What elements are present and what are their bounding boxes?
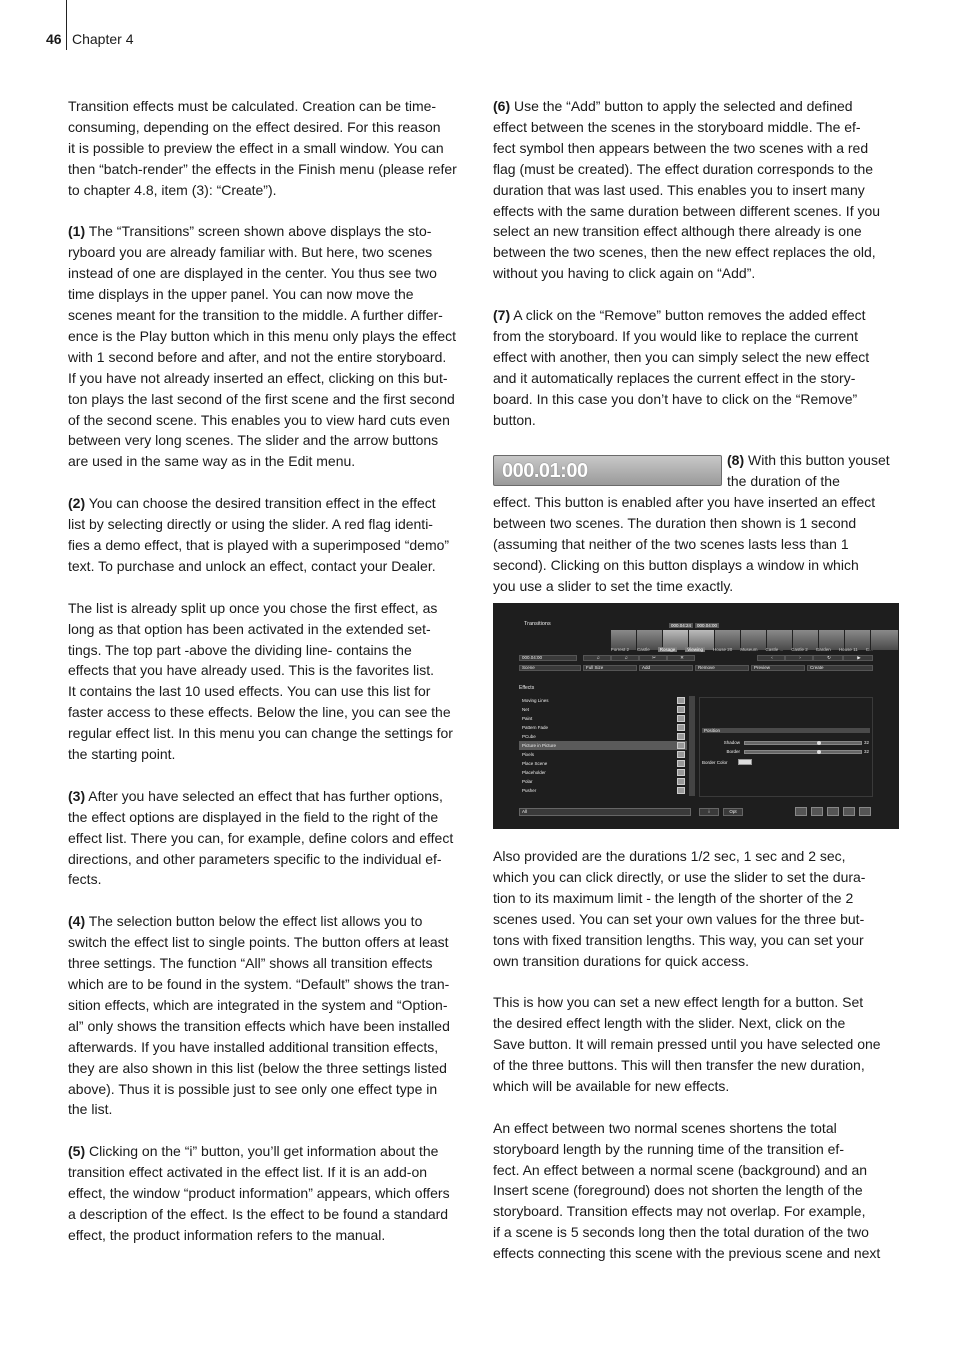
border-label: Border bbox=[726, 749, 740, 754]
right-line: Save button. It will remain pressed until you have selected one bbox=[493, 1036, 881, 1053]
effect-preview-icon bbox=[677, 706, 685, 713]
effects-label: Effects bbox=[519, 685, 535, 691]
border-value: 32 bbox=[864, 749, 870, 754]
right-line: if a scene is 5 seconds long then the total duration of the two bbox=[493, 1224, 869, 1241]
right-column-top bbox=[493, 96, 903, 451]
left-line: switch the effect list to single points. The button offers at least bbox=[68, 934, 449, 951]
left-line: a description of the effect. Is the effect to be found a standard bbox=[68, 1205, 449, 1222]
left-line: faster access to these effects. Below the line, you can see the bbox=[68, 704, 451, 721]
effect-preview-icon bbox=[677, 760, 685, 767]
item8-line: second). Clicking on this button displays a window in which bbox=[493, 556, 859, 573]
effect-list[interactable] bbox=[519, 696, 687, 796]
left-line: to chapter 4.8, item (3): “Create”). bbox=[68, 181, 277, 198]
left-line: ton plays the last second of the first scene and the first second bbox=[68, 390, 455, 407]
item8-line: between two scenes. The duration then shown is 1 second bbox=[493, 514, 857, 531]
item8-line: (assuming that neither of the two scenes lasts less than 1 bbox=[493, 535, 849, 552]
loop-icon-button[interactable]: ↻ bbox=[813, 655, 843, 661]
left-line: The list is already split up once you chose the first effect, as bbox=[68, 599, 438, 616]
transitions-screenshot bbox=[493, 603, 899, 829]
remove-button[interactable]: Remove bbox=[695, 665, 749, 671]
right-line: storyboard. Transition effects may not overlap. For example, bbox=[493, 1203, 866, 1220]
scene-labels bbox=[611, 647, 881, 652]
right-line: fect. An effect between a normal scene (background) and an bbox=[493, 1161, 868, 1178]
left-paragraph bbox=[68, 786, 478, 891]
effect-list-item[interactable]: PCube bbox=[519, 732, 687, 741]
effect-list-item[interactable]: Paint bbox=[519, 714, 687, 723]
right-line: tons with fixed transition lengths. This way, you can set your bbox=[493, 931, 864, 948]
left-line: instead of one are displayed in the center. You thus see two bbox=[68, 265, 437, 282]
left-line: the list. bbox=[68, 1101, 113, 1118]
left-line: text. To purchase and unlock an effect, contact your Dealer. bbox=[68, 557, 436, 574]
left-line: long as that option has been activated in the extended set- bbox=[68, 620, 431, 637]
right-line: select an new transition effect although there already is one bbox=[493, 223, 862, 240]
right-line: scenes used. You can set your own values for the three but- bbox=[493, 910, 865, 927]
effect-list-item[interactable]: Net bbox=[519, 705, 687, 714]
left-line: If you have not already inserted an effect, clicking on this but- bbox=[68, 369, 448, 386]
right-line: which you can click directly, or use the slider to set the dura- bbox=[493, 868, 866, 885]
left-line: Transition effects must be calculated. Creation can be time- bbox=[68, 98, 437, 114]
left-line: It contains the last 10 used effects. You can use this list for bbox=[68, 683, 431, 700]
right-line: Also provided are the durations 1/2 sec, 1 sec and 2 sec, bbox=[493, 848, 846, 864]
right-line: flag (must be created). The effect duration corresponds to the bbox=[493, 160, 874, 177]
left-line: three settings. The function “All” shows all transition effects bbox=[68, 955, 433, 972]
right-line: effect between the scenes in the storyboard middle. The ef- bbox=[493, 118, 861, 135]
scene-button[interactable]: Scene bbox=[519, 665, 581, 671]
effect-list-scrollbar[interactable] bbox=[689, 696, 695, 796]
left-line: directions, and other parameters specific to the individual ef- bbox=[68, 850, 442, 867]
effect-preview-icon bbox=[677, 787, 685, 794]
music-icon-button[interactable]: ♫ bbox=[583, 655, 611, 661]
effect-preview-icon bbox=[677, 769, 685, 776]
effect-preview-icon bbox=[677, 715, 685, 722]
exit-icon[interactable] bbox=[859, 807, 871, 816]
left-line: (1) The “Transitions” screen shown above displays the sto- bbox=[68, 223, 432, 240]
chapter-title: Chapter 4 bbox=[72, 31, 134, 47]
item8-line: you use a slider to set the time exactly. bbox=[493, 577, 734, 594]
item8-line: set the duration of the bbox=[727, 452, 890, 489]
screen-title: Transitions bbox=[524, 621, 551, 627]
right-line: which will be available for new effects. bbox=[493, 1077, 730, 1094]
item8-line: effect. This button is enabled after you have inserted an effect bbox=[493, 494, 876, 510]
right-line: An effect between two normal scenes shortens the total bbox=[493, 1119, 837, 1136]
page-number: 46 bbox=[46, 31, 62, 47]
right-line: Insert scene (foreground) does not shorten the length of the bbox=[493, 1182, 863, 1199]
right-line: from the storyboard. If you would like to replace the current bbox=[493, 327, 858, 344]
left-paragraph bbox=[68, 96, 478, 201]
effect-list-item[interactable]: Place Scene bbox=[519, 759, 687, 768]
right-line: of the three buttons. This will then transfer the new duration, bbox=[493, 1057, 865, 1074]
info-button[interactable]: i bbox=[699, 808, 719, 816]
scene-label: Forrest 2 bbox=[611, 647, 630, 652]
left-line: effects that you have already used. This is the favorites list. bbox=[68, 662, 435, 679]
left-line: al” only shows the transition effects which have been installed bbox=[68, 1017, 450, 1034]
effect-list-item[interactable]: Moving Lines bbox=[519, 696, 687, 705]
right-line: tion to its maximum limit - the length of the shorter of the 2 bbox=[493, 889, 854, 906]
left-line: (2) You can choose the desired transition effect in the effect bbox=[68, 495, 436, 512]
effect-list-item[interactable]: Placeholder bbox=[519, 768, 687, 777]
right-paragraph bbox=[493, 1118, 903, 1264]
left-line: then “batch-render” the effects in the Finish menu (please refer bbox=[68, 160, 457, 177]
effect-list-item[interactable]: Picture in Picture bbox=[519, 741, 687, 750]
time-display-1: 000.04:24 bbox=[671, 623, 692, 628]
play-icon-button[interactable]: ▶ bbox=[843, 655, 873, 661]
item8-line: (8) With this button you bbox=[727, 452, 871, 468]
left-line: effect, the product information refers to the manual. bbox=[68, 1226, 386, 1243]
right-line: effects connecting this scene with the previous scene and next bbox=[493, 1245, 881, 1262]
left-line: effect, the window “product information” appears, which offers bbox=[68, 1185, 450, 1202]
effect-list-item[interactable]: Pixels bbox=[519, 750, 687, 759]
scene-label: Rosage bbox=[659, 647, 676, 652]
effect-preview-icon bbox=[677, 724, 685, 731]
right-line: (7) A click on the “Remove” button removes the added effect bbox=[493, 307, 866, 324]
tools-icon[interactable] bbox=[827, 807, 839, 816]
border-color-label: Border Color bbox=[702, 760, 728, 765]
opt-button[interactable]: Opt bbox=[723, 808, 743, 816]
time-field[interactable]: 000.04:00 bbox=[519, 655, 577, 661]
header-rule bbox=[66, 0, 67, 50]
time-displays bbox=[669, 623, 721, 628]
left-paragraph bbox=[68, 911, 478, 1120]
effect-list-item[interactable]: Polar bbox=[519, 777, 687, 786]
right-line: without you having to click again on “Add”. bbox=[493, 265, 756, 282]
add-button[interactable]: Add bbox=[639, 665, 693, 671]
shadow-slider[interactable] bbox=[744, 741, 862, 745]
preview-button[interactable]: Preview bbox=[751, 665, 805, 671]
shadow-value: 32 bbox=[864, 740, 870, 745]
left-line: the starting point. bbox=[68, 746, 176, 763]
position-option[interactable]: Position bbox=[702, 728, 870, 733]
scissor-icon-button[interactable]: ✂ bbox=[639, 655, 667, 661]
music2-icon-button[interactable]: ♫ bbox=[611, 655, 639, 661]
left-line: (4) The selection button below the effect list allows you to bbox=[68, 913, 423, 930]
scene-label: Viewing bbox=[687, 647, 703, 652]
scene-label: Garden bbox=[815, 647, 831, 652]
scene-label: House 20 bbox=[712, 647, 733, 652]
left-line: ryboard you are already familiar with. But here, two scenes bbox=[68, 244, 433, 261]
left-line: afterwards. If you have installed additional transition effects, bbox=[68, 1038, 439, 1055]
left-line: consuming, depending on the effect desired. For this reason bbox=[68, 118, 441, 135]
item8-paragraph bbox=[493, 492, 903, 597]
full-size-button[interactable]: Full Size bbox=[583, 665, 637, 671]
duration-button[interactable]: 000.01:00 bbox=[493, 455, 722, 486]
left-line: fies a demo effect, that is played with a superimposed “demo” bbox=[68, 537, 450, 553]
effect-list-item[interactable]: Pattern Fade bbox=[519, 723, 687, 732]
left-paragraph bbox=[68, 1141, 478, 1246]
right-paragraph bbox=[493, 992, 903, 1097]
right-line: effect with another, then you can simply select the new effect bbox=[493, 348, 870, 365]
storyboard-icon[interactable] bbox=[811, 807, 823, 816]
right-column-bottom bbox=[493, 846, 903, 1285]
scene-label: Castle 2 bbox=[791, 647, 808, 652]
left-line: which are to be found in the system. “Default” shows the tran- bbox=[68, 975, 450, 992]
left-line: tings. The top part -above the dividing line- contains the bbox=[68, 641, 412, 658]
left-line: ence is the Play button which in this menu only plays the effect bbox=[68, 327, 457, 344]
effect-filter-select[interactable]: All bbox=[519, 808, 691, 816]
border-slider-knob[interactable] bbox=[817, 750, 821, 754]
item8-side-text bbox=[727, 450, 907, 492]
right-line: button. bbox=[493, 411, 536, 428]
left-line: they are also shown in this list (below the three settings listed bbox=[68, 1059, 447, 1076]
right-line: between the two scenes, then the new effect replaces the old, bbox=[493, 244, 876, 261]
shadow-label: Shadow bbox=[723, 740, 740, 745]
effect-list-item[interactable]: Pusher bbox=[519, 786, 687, 795]
left-line: between very long scenes. The slider and the arrow buttons bbox=[68, 432, 439, 449]
effect-preview-icon bbox=[677, 697, 685, 704]
right-line: This is how you can set a new effect length for a button. Set bbox=[493, 994, 864, 1011]
left-line: of the second scene. This enables you to view hard cuts even bbox=[68, 411, 450, 428]
effect-preview-icon bbox=[677, 742, 685, 749]
right-line: and it automatically replaces the current effect in the story- bbox=[493, 369, 856, 386]
scene-label: Castle ... bbox=[765, 647, 784, 652]
left-paragraph bbox=[68, 598, 478, 765]
time-display-2: 000.04:00 bbox=[697, 623, 718, 628]
right-paragraph bbox=[493, 305, 903, 430]
item8-text bbox=[493, 492, 903, 617]
shadow-slider-knob[interactable] bbox=[817, 741, 821, 745]
close-icon-button[interactable]: ✕ bbox=[667, 655, 695, 661]
right-line: own transition durations for quick access. bbox=[493, 952, 750, 969]
right-line: fect symbol then appears between the two scenes with a red bbox=[493, 139, 869, 156]
info-icon[interactable] bbox=[843, 807, 855, 816]
left-line: sition effects, which are integrated in the system and “Option- bbox=[68, 996, 448, 1013]
left-line: regular effect list. In this menu you can change the settings for bbox=[68, 725, 453, 742]
left-line: scenes meant for the transition to the middle. A further differ- bbox=[68, 307, 443, 324]
left-line: are used in the same way as in the Edit menu. bbox=[68, 453, 356, 470]
effect-options-panel bbox=[699, 697, 873, 797]
left-line: with 1 second before and after, and not the entire storyboard. bbox=[68, 348, 447, 365]
effect-preview-icon bbox=[677, 733, 685, 740]
effect-preview-icon bbox=[677, 751, 685, 758]
left-line: time displays in the upper panel. You can now move the bbox=[68, 286, 414, 303]
right-line: board. In this case you don’t have to click on the “Remove” bbox=[493, 390, 858, 407]
scene-label: C... bbox=[865, 647, 873, 652]
arrow-right-icon-button[interactable]: › bbox=[785, 655, 813, 661]
left-line: effect list. There you can, for example, define colors and effect bbox=[68, 829, 454, 846]
left-line: fects. bbox=[68, 871, 102, 888]
create-button[interactable]: Create bbox=[807, 665, 873, 671]
left-paragraph bbox=[68, 221, 478, 472]
right-line: effects with the same duration between different scenes. If you bbox=[493, 202, 881, 219]
border-color-swatch[interactable] bbox=[738, 759, 752, 765]
left-line: the effect options are displayed in the field to the right of the bbox=[68, 808, 439, 825]
left-column bbox=[68, 96, 478, 1267]
arrow-left-icon-button[interactable]: ‹ bbox=[757, 655, 785, 661]
right-line: (6) Use the “Add” button to apply the selected and defined bbox=[493, 98, 853, 114]
scene-label: Castle bbox=[637, 647, 650, 652]
left-line: it is possible to preview the effect in a small window. You can bbox=[68, 139, 444, 156]
right-paragraph bbox=[493, 96, 903, 284]
effect-preview-icon bbox=[677, 778, 685, 785]
right-line: the desired effect length with the slider. Next, click on the bbox=[493, 1015, 846, 1032]
home-icon[interactable] bbox=[795, 807, 807, 816]
scene-label: Museum bbox=[740, 647, 758, 652]
left-line: transition effect activated in the effect list. If it is an add-on bbox=[68, 1164, 428, 1181]
left-paragraph bbox=[68, 493, 478, 577]
border-slider[interactable] bbox=[744, 750, 862, 754]
left-line: list by selecting directly or using the slider. A red flag identi- bbox=[68, 516, 433, 533]
left-line: (5) Clicking on the “i” button, you’ll get information about the bbox=[68, 1143, 439, 1160]
left-line: above). Thus it is possible just to see only one effect type in bbox=[68, 1080, 438, 1097]
right-line: storyboard length by the running time of the transition ef- bbox=[493, 1140, 844, 1157]
left-line: (3) After you have selected an effect that has further options, bbox=[68, 787, 443, 804]
scene-label: House 11 bbox=[838, 647, 858, 652]
right-paragraph bbox=[493, 846, 903, 971]
right-line: duration that was last used. This enables you to insert many bbox=[493, 181, 865, 198]
